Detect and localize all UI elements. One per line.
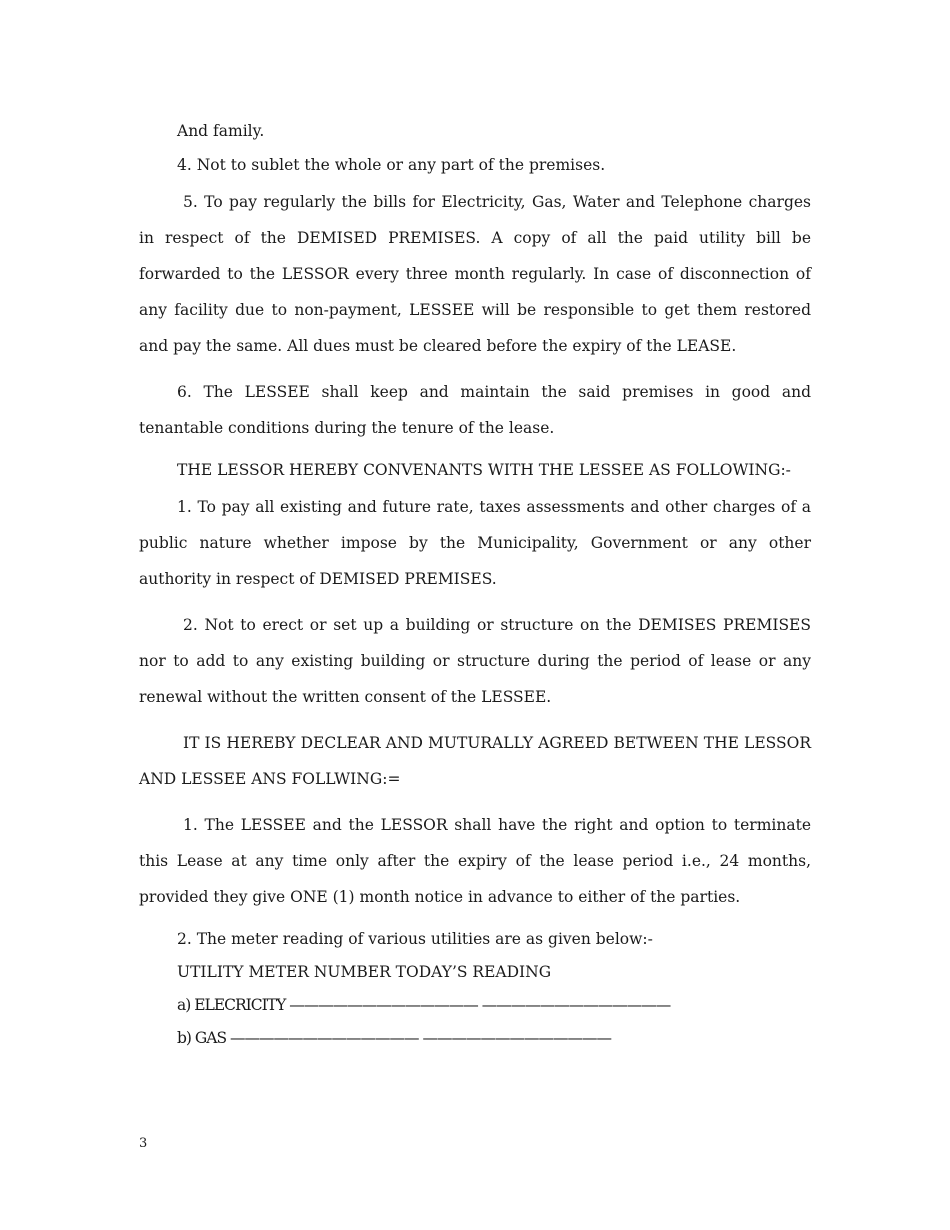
meter-table-header: UTILITY METER NUMBER TODAY’S READING	[177, 963, 552, 981]
page-number: 3	[139, 1136, 148, 1151]
mutual-agreement-heading: IT IS HEREBY DECLEAR AND MUTURALLY AGREED BETWEEN THE LESSOR AND LESSEE ANS FOLLWING:=	[139, 734, 811, 788]
meter-row-electricity: a) ELECRICITY ————————————— —————————————	[177, 996, 671, 1014]
lessor-covenants-heading: THE LESSOR HEREBY CONVENANTS WITH THE LESSEE AS FOLLOWING:-	[177, 461, 791, 479]
mutual-clause-1: 1. The LESSEE and the LESSOR shall have the right and option to terminate this Lease at any time only after the expiry of the lease period i.e., 24 months, provided they give ONE (1) month notice in advance to either of the parties.	[139, 816, 811, 906]
mutual-clause-2: 2. The meter reading of various utilities are as given below:-	[177, 930, 653, 948]
lessee-covenant-4: 4. Not to sublet the whole or any part of the premises.	[177, 156, 606, 174]
lessor-covenant-2: 2. Not to erect or set up a building or structure on the DEMISES PREMISES nor to add to any existing building or structure during the period of lease or any renewal without the written consent of the LESSEE.	[139, 616, 811, 706]
meter-row-gas: b) GAS ————————————— —————————————	[177, 1029, 611, 1047]
document-body	[139, 117, 811, 1057]
lessee-covenant-6: 6. The LESSEE shall keep and maintain the said premises in good and tenantable conditions during the tenure of the lease.	[139, 383, 811, 437]
lessor-covenant-1: 1. To pay all existing and future rate, taxes assessments and other charges of a public nature whether impose by the Municipality, Government or any other authority in respect of DEMISED PREMISES.	[139, 498, 811, 588]
paragraph-continuation: And family.	[177, 122, 265, 140]
lessee-covenant-5: 5. To pay regularly the bills for Electricity, Gas, Water and Telephone charges in respect of the DEMISED PREMISES. A copy of all the paid utility bill be forwarded to the LESSOR every three month regularly. In case of disconnection of any facility due to non-payment, LESSEE will be responsible to get them restored and pay the same. All dues must be cleared before the expiry of the LEASE.	[139, 193, 811, 355]
